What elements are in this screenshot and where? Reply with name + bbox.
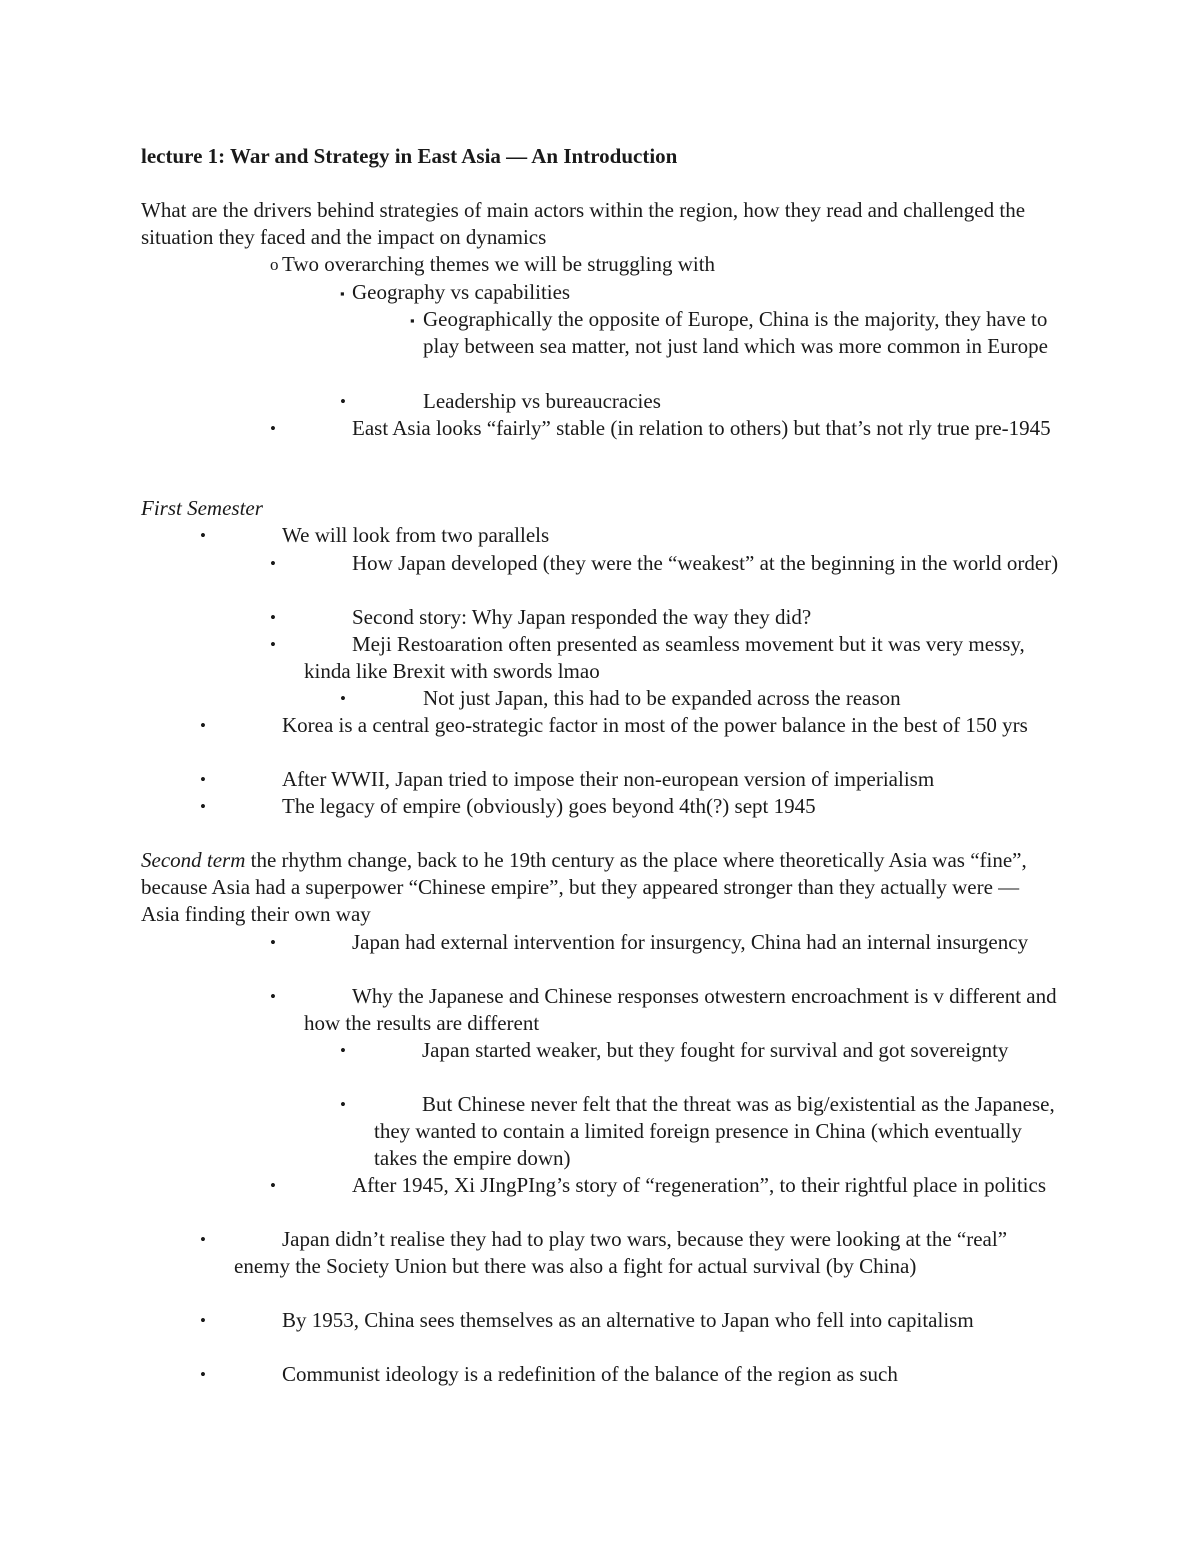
list-item — [340, 1091, 1060, 1172]
list-item — [270, 604, 1060, 631]
bullet-icon: • — [270, 419, 276, 438]
bullet-icon: • — [200, 770, 206, 789]
list-item-text: Meji Restoaration often presented as seamless movement but it was very messy, kinda like Brexit with swords lmao — [304, 632, 1025, 683]
second-term-paragraph — [141, 847, 1061, 928]
bullet-icon: • — [340, 1095, 346, 1114]
list-item-text: Japan had external intervention for insurgency, China had an internal insurgency — [352, 930, 1029, 954]
square-bullet-icon: ▪ — [340, 286, 345, 301]
section-heading-second-term: Second term — [141, 848, 246, 872]
list-item-text: Geographically the opposite of Europe, China is the majority, they have to play between sea matter, not just land which was more common in Europe — [423, 307, 1048, 358]
list-item-text: How Japan developed (they were the “weakest” at the beginning in the world order) — [352, 551, 1059, 575]
list-item-text: Communist ideology is a redefinition of the balance of the region as such — [282, 1362, 898, 1386]
list-item-text: Korea is a central geo-strategic factor in most of the power balance in the best of 150 yrs — [282, 713, 1028, 737]
bullet-icon: • — [200, 797, 206, 816]
bullet-icon: • — [340, 689, 346, 708]
list-item — [340, 388, 1060, 415]
circle-bullet-icon: o — [270, 255, 279, 274]
list-item — [340, 1037, 1060, 1064]
bullet-icon: • — [340, 392, 346, 411]
page-title: lecture 1: War and Strategy in East Asia — An Introduction — [141, 144, 678, 168]
list-item — [200, 522, 1060, 549]
bullet-icon: • — [270, 608, 276, 627]
list-item-text: By 1953, China sees themselves as an alternative to Japan who fell into capitalism — [282, 1308, 974, 1332]
bullet-icon: • — [200, 1230, 206, 1249]
list-item — [270, 929, 1060, 956]
bullet-icon: • — [200, 716, 206, 735]
bullet-icon: • — [270, 1176, 276, 1195]
list-item-text: The legacy of empire (obviously) goes beyond 4th(?) sept 1945 — [282, 794, 816, 818]
list-item — [270, 415, 1060, 442]
section-heading-first-semester: First Semester — [141, 496, 263, 520]
list-item-text: After 1945, Xi JIngPIng’s story of “regeneration”, to their rightful place in politics — [352, 1173, 1046, 1197]
list-item — [270, 550, 1060, 577]
list-item-text: Why the Japanese and Chinese responses otwestern encroachment is v different and how the results are different — [304, 984, 1057, 1035]
list-item-text: Not just Japan, this had to be expanded across the reason — [423, 686, 901, 710]
list-item-text: Geography vs capabilities — [352, 280, 571, 304]
list-item — [200, 1361, 1060, 1388]
list-item — [200, 1307, 1060, 1334]
list-item — [270, 983, 1060, 1037]
square-bullet-icon: ▪ — [410, 313, 415, 328]
list-item — [200, 712, 1060, 739]
list-item — [340, 279, 1060, 306]
second-term-text: the rhythm change, back to he 19th century as the place where theoretically Asia was “fine”, because Asia had a superpower “Chinese empire”, but they appeared stronger than they actually were — Asia finding their own way — [141, 848, 1027, 926]
list-item-text: But Chinese never felt that the threat was as big/existential as the Japanese, they wanted to contain a limited foreign presence in China (which eventually takes the empire down) — [374, 1092, 1055, 1170]
list-item — [410, 306, 1060, 360]
list-item-text: Two overarching themes we will be struggling with — [282, 252, 716, 276]
list-item — [200, 766, 1060, 793]
bullet-icon: • — [200, 1311, 206, 1330]
list-item — [270, 1172, 1060, 1199]
intro-paragraph: What are the drivers behind strategies of main actors within the region, how they read and challenged the situation they faced and the impact on dynamics — [141, 198, 1026, 249]
list-item-text: Leadership vs bureaucracies — [423, 389, 661, 413]
list-item-text: Japan started weaker, but they fought for survival and got sovereignty — [422, 1038, 1009, 1062]
bullet-icon: • — [340, 1041, 346, 1060]
bullet-icon: • — [200, 526, 206, 545]
list-item — [200, 1226, 1060, 1280]
list-item-text: We will look from two parallels — [282, 523, 550, 547]
bullet-icon: • — [270, 554, 276, 573]
list-item — [270, 631, 1060, 685]
list-item-text: Second story: Why Japan responded the way they did? — [352, 605, 812, 629]
list-item — [270, 251, 1060, 278]
list-item-text: Japan didn’t realise they had to play two wars, because they were looking at the “real” enemy the Society Union but there was also a fight for actual survival (by China) — [234, 1227, 1008, 1278]
bullet-icon: • — [270, 635, 276, 654]
bullet-icon: • — [200, 1365, 206, 1384]
bullet-icon: • — [270, 987, 276, 1006]
list-item — [340, 685, 1060, 712]
list-item — [200, 793, 1060, 820]
list-item-text: East Asia looks “fairly” stable (in relation to others) but that’s not rly true pre-1945 — [352, 416, 1051, 440]
list-item-text: After WWII, Japan tried to impose their non-european version of imperialism — [282, 767, 935, 791]
bullet-icon: • — [270, 933, 276, 952]
